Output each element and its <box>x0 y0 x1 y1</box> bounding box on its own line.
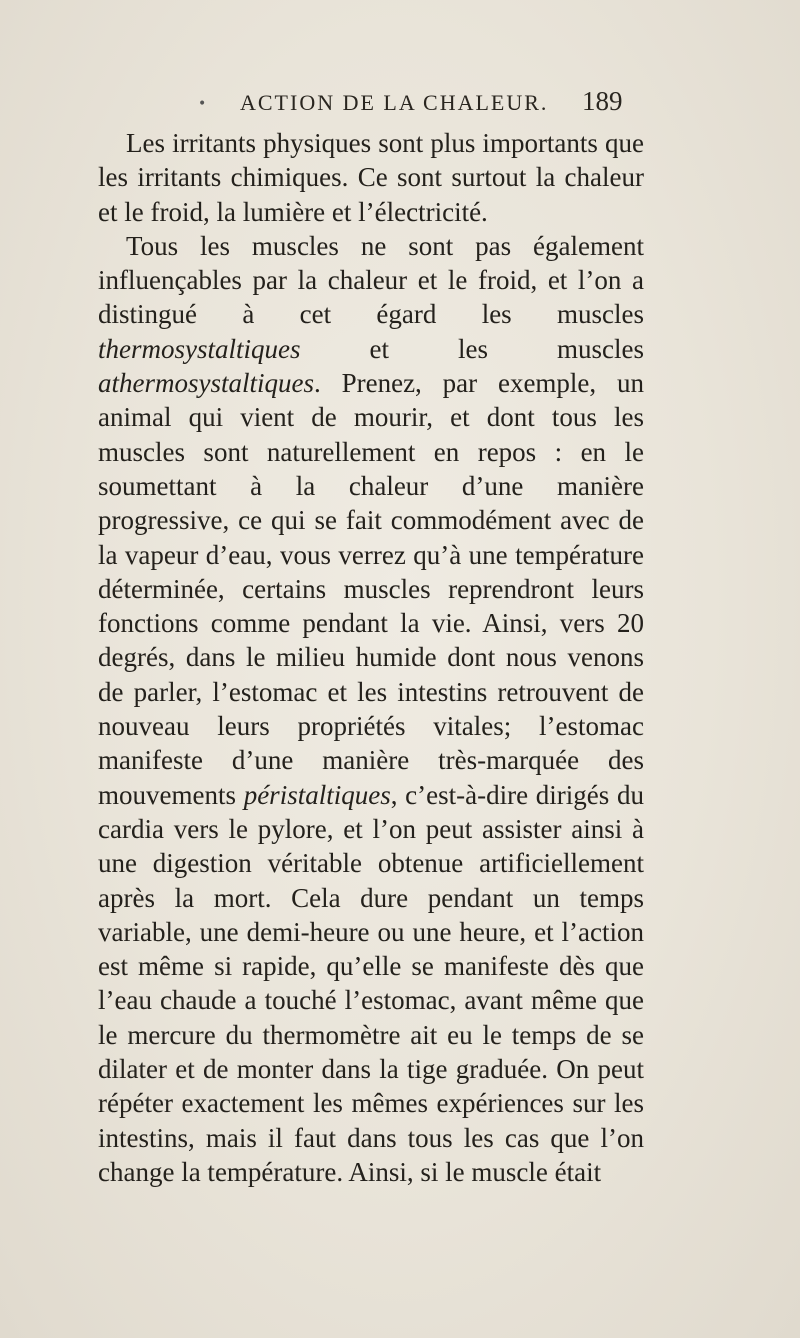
page-number: 189 <box>582 86 623 116</box>
header-mark: • <box>198 96 207 112</box>
paragraph-2-text: . Prenez, par exemple, un animal qui vient de mourir, et dont tous les muscles sont naturellement en repos : en le soumettant à la chaleur d’une manière progressive, ce qui se fait commodément avec de la vapeur d’eau, vous verrez qu’à une température déterminée, certains muscles reprendront leurs fonctions comme pendant la vie. Ainsi, vers 20 degrés, dans le milieu humide dont nous venons de parler, l’estomac et les intestins retrouvent de nouveau leurs propriétés vitales; l’estomac manifeste d’une manière très-marquée des mouvements <box>98 368 644 810</box>
body-text <box>98 126 644 1189</box>
term-thermosystaltiques: thermosystaltiques <box>98 333 301 364</box>
paragraph-2 <box>98 229 644 1189</box>
paragraph-1 <box>98 126 644 229</box>
paragraph-2-text: et les muscles <box>300 333 644 364</box>
paragraph-2-text: , c’est-à-dire dirigés du cardia vers le pylore, et l’on peut assister ainsi à une digestion véritable obtenue artificiellement après la mort. Cela dure pendant un temps variable, une demi-heure ou une heure, et l’action est même si rapide, qu’elle se manifeste dès que l’eau chaude a touché l’estomac, avant même que le mercure du thermomètre ait eu le temps de se dilater et de monter dans la tige graduée. On peut répéter exactement les mêmes expériences sur les intestins, mais il faut dans tous les cas que l’on change la température. Ainsi, si le muscle était <box>98 779 644 1187</box>
paragraph-2-text: Tous les muscles ne sont pas également influençables par la chaleur et le froid, et l’on a distingué à cet égard les muscles <box>98 230 644 330</box>
page-header <box>0 86 800 126</box>
term-peristaltiques: péristaltiques <box>243 779 391 810</box>
paragraph-1-text: Les irritants physiques sont plus importants que les irritants chimiques. Ce sont surtout la chaleur et le froid, la lumière et l’électricité. <box>98 128 644 227</box>
running-head: ACTION DE LA CHALEUR. <box>240 90 549 115</box>
term-athermosystaltiques: athermosystaltiques <box>98 368 314 399</box>
